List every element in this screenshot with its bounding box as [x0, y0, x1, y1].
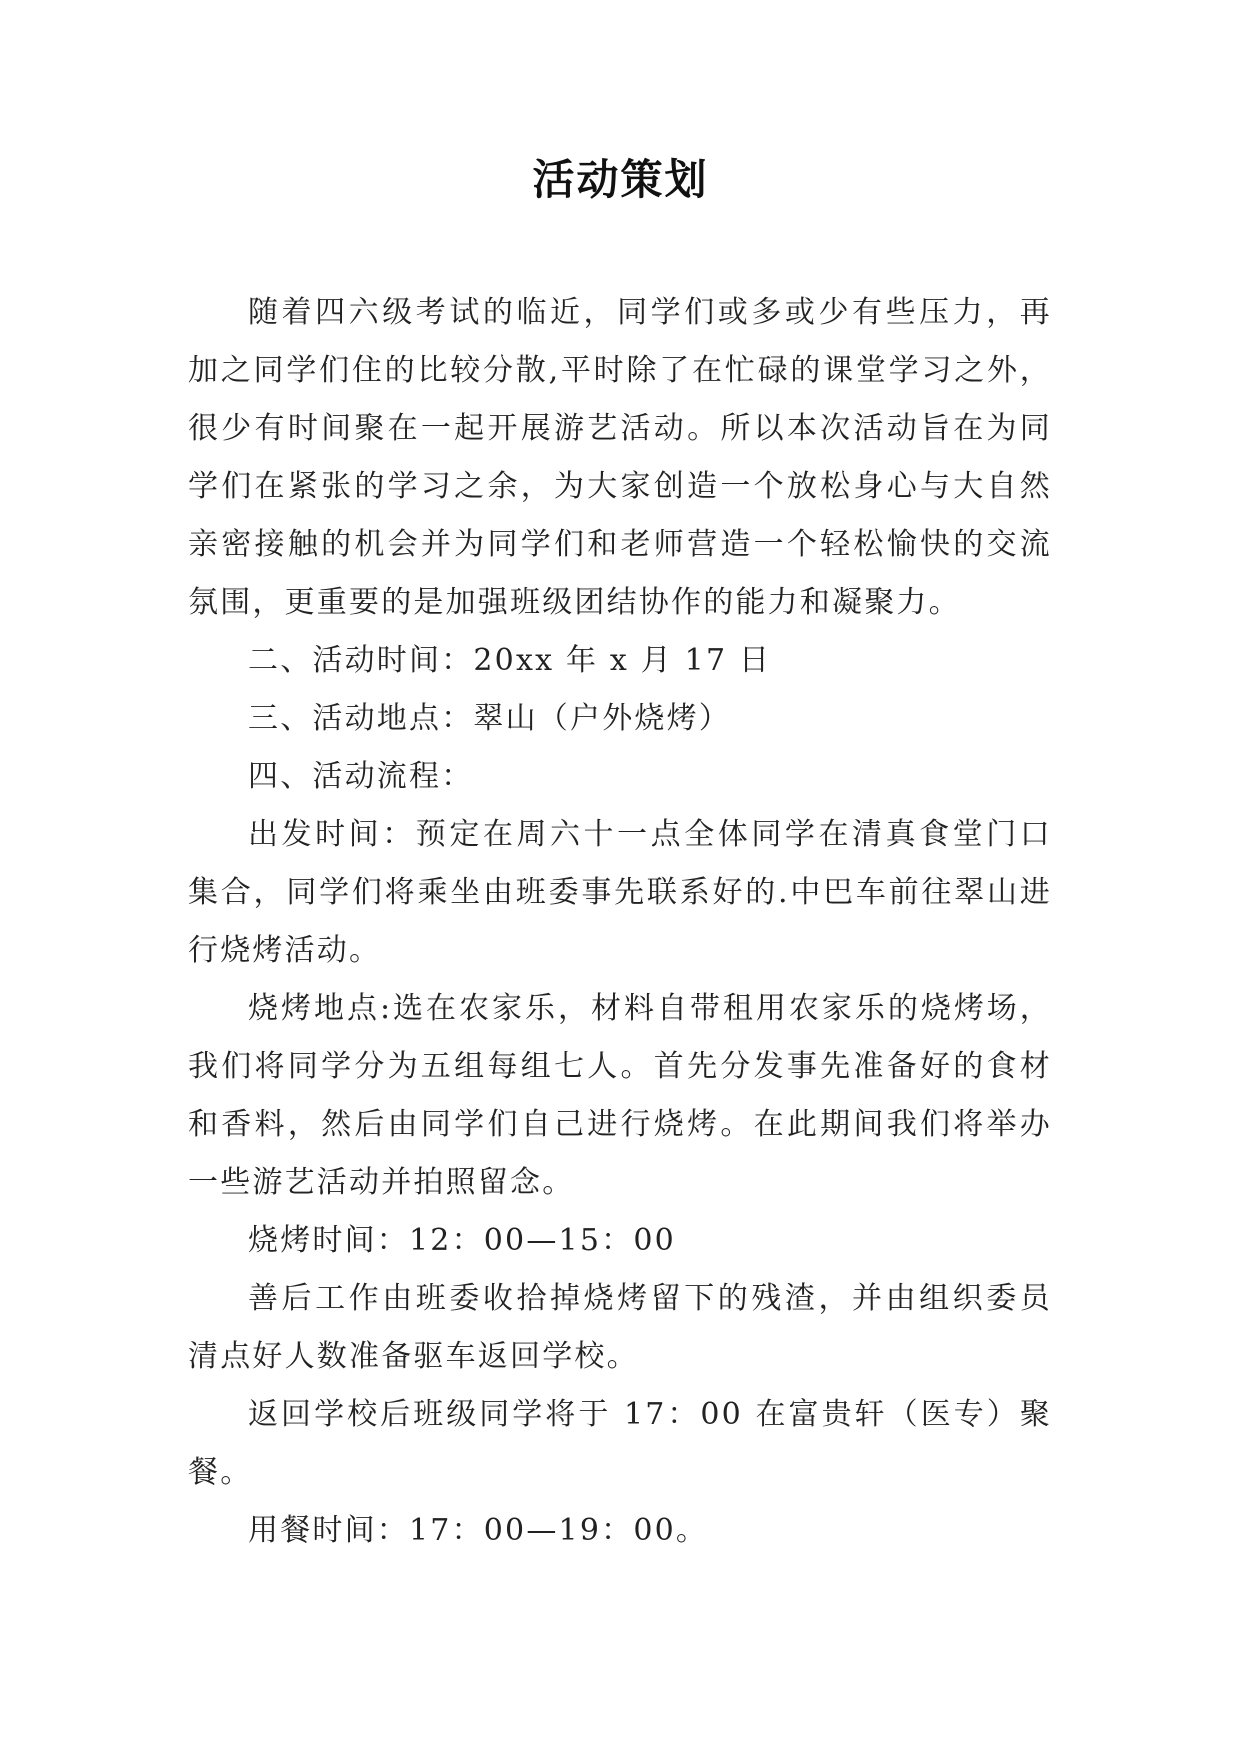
cleanup-paragraph: 善后工作由班委收拾掉烧烤留下的残渣，并由组织委员清点好人数准备驱车返回学校。 [188, 1281, 1052, 1374]
document-title: 活动策划 [532, 155, 709, 204]
intro-paragraph: 随着四六级考试的临近，同学们或多或少有些压力，再加之同学们住的比较分散,平时除了在忙碌的课堂学习之外，很少有时间聚在一起开展游艺活动。所以本次活动旨在为同学们在紧张的学习之余，为大家创造一个放松身心与大自然亲密接触的机会并为同学们和老师营造一个轻松愉快的交流氛围，更重要的是加强班级团结协作的能力和凝聚力。 [188, 295, 1052, 620]
bbq-time-paragraph: 烧烤时间：12：00—15：00 [248, 1223, 676, 1258]
bbq-location-paragraph: 烧烤地点:选在农家乐，材料自带租用农家乐的烧烤场，我们将同学分为五组每组七人。首先分发事先准备好的食材和香料，然后由同学们自己进行烧烤。在此期间我们将举办一些游艺活动并拍照留念。 [188, 991, 1052, 1200]
departure-paragraph: 出发时间：预定在周六十一点全体同学在清真食堂门口集合，同学们将乘坐由班委事先联系好的.中巴车前往翠山进行烧烤活动。 [188, 817, 1052, 968]
activity-time-paragraph: 二、活动时间：20xx 年 x 月 17 日 [248, 643, 772, 678]
dinner-time-paragraph: 用餐时间：17：00—19：00。 [248, 1513, 709, 1548]
activity-location-paragraph: 三、活动地点：翠山（户外烧烤） [248, 701, 731, 736]
document-body [188, 284, 1052, 1560]
dinner-paragraph: 返回学校后班级同学将于 17：00 在富贵轩（医专）聚餐。 [188, 1397, 1052, 1490]
activity-process-heading: 四、活动流程： [248, 759, 474, 794]
